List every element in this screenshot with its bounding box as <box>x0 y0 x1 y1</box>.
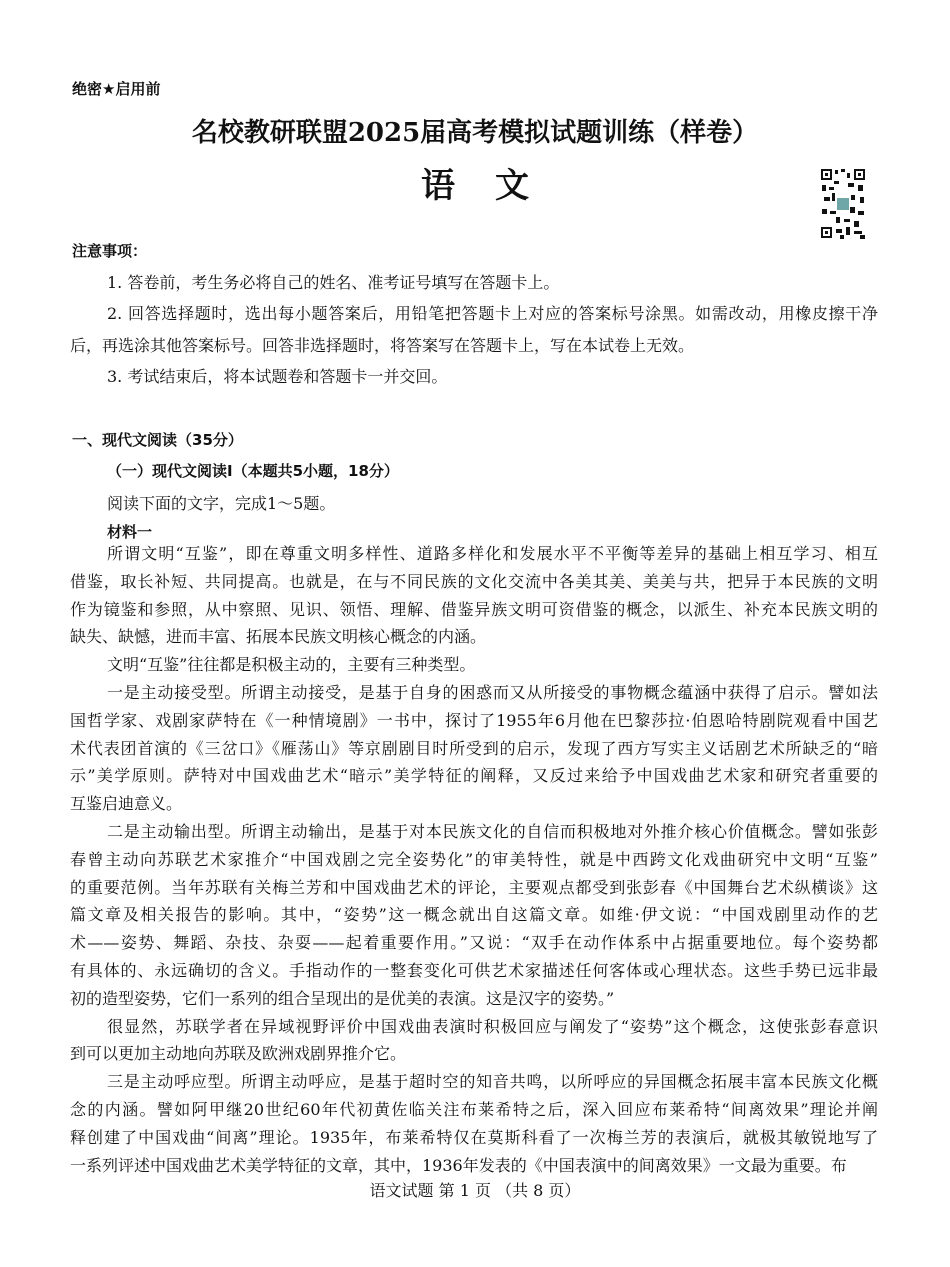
paragraph-line: 一系列评述中国戏曲艺术美学特征的文章，其中，1936年发表的《中国表演中的间离效果》一文最为重要。布 <box>70 1155 847 1175</box>
paragraph-line: 春曾主动向苏联艺术家推介“中国戏剧之完全姿势化”的审美特性，就是中西跨文化戏曲研究中文明“互鉴” <box>70 849 878 869</box>
paragraph-line: 二是主动输出型。所谓主动输出，是基于对本民族文化的自信而积极地对外推介核心价值概念。譬如张彭 <box>107 822 878 841</box>
paragraph-line: 示”美学原则。萨特对中国戏曲艺术“暗示”美学特征的阐释，又反过来给予中国戏曲艺术家和研究者重要的 <box>70 766 878 786</box>
notes-heading: 注意事项： <box>72 242 148 260</box>
paragraph-line: 三是主动呼应型。所谓主动呼应，是基于超时空的知音共鸣，以所呼应的异国概念拓展丰富本民族文化概 <box>107 1072 878 1092</box>
paragraph-line: 缺失、缺憾，进而丰富、拓展本民族文明核心概念的内涵。 <box>70 627 487 647</box>
paragraph-line: 所谓文明“互鉴”，即在尊重文明多样性、道路多样化和发展水平不平衡等差异的基础上相互学习、相互 <box>107 544 878 563</box>
subject-title: 语文 <box>421 166 569 206</box>
page-footer: 语文试题 第 1 页 （共 8 页） <box>369 1181 581 1200</box>
section-heading: 一、现代文阅读（35分） <box>72 431 243 449</box>
qr-code-icon <box>820 167 866 241</box>
paragraph-line: 作为镜鉴和参照，从中察照、见识、领悟、理解、借鉴异族文明可资借鉴的概念，以派生、补充本民族文明的 <box>70 599 878 619</box>
paragraph-line: 术——姿势、舞蹈、杂技、杂耍——起着重要作用。”又说：“双手在动作体系中占据重要地位。每个姿势都 <box>70 933 878 953</box>
paragraph-line: 到可以更加主动地向苏联及欧洲戏剧界推介它。 <box>70 1044 407 1064</box>
paragraph-line: 互鉴启迪意义。 <box>70 794 183 814</box>
material-label: 材料一 <box>107 523 153 541</box>
paragraph-line: 术代表团首演的《三岔口》《雁荡山》等京剧剧目时所受到的启示，发现了西方写实主义话剧艺术所缺乏的“暗 <box>70 738 878 758</box>
subsection-heading: （一）现代文阅读Ⅰ（本题共5小题，18分） <box>107 462 399 480</box>
paragraph-line: 的重要范例。当年苏联有关梅兰芳和中国戏曲艺术的评论，主要观点都受到张彭春《中国舞台艺术纵横谈》这 <box>70 877 878 897</box>
paragraph-line: 借鉴，取长补短、共同提高。也就是，在与不同民族的文化交流中各美其美、美美与共，把异于本民族的文明 <box>70 571 878 591</box>
exam-title: 名校教研联盟2025届高考模拟试题训练（样卷） <box>191 118 759 148</box>
paragraph-line: 文明“互鉴”往往都是积极主动的，主要有三种类型。 <box>107 655 476 675</box>
paragraph-line: 初的造型姿势，它们一系列的组合呈现出的是优美的表演。这是汉字的姿势。” <box>70 988 615 1008</box>
confidential-label: 绝密★启用前 <box>72 80 161 98</box>
paragraph-line: 释创建了中国戏曲“间离”理论。1935年，布莱希特仅在莫斯科看了一次梅兰芳的表演后，就极其敏锐地写了 <box>70 1127 878 1147</box>
reading-instruction: 阅读下面的文字，完成1～5题。 <box>107 494 336 513</box>
note-line: 3. 考试结束后，将本试题卷和答题卡一并交回。 <box>107 366 448 386</box>
note-line: 后，再选涂其他答案标号。回答非选择题时，将答案写在答题卡上，写在本试卷上无效。 <box>70 335 695 355</box>
paragraph-line: 有具体的、永远确切的含义。手指动作的一整套变化可供艺术家描述任何客体或心理状态。这些手势已远非最 <box>70 961 878 980</box>
note-line: 2. 回答选择题时，选出每小题答案后，用铅笔把答题卡上对应的答案标号涂黑。如需改动，用橡皮擦干净 <box>107 304 878 324</box>
paragraph-line: 念的内涵。譬如阿甲继20世纪60年代初黄佐临关注布莱希特之后，深入回应布莱希特“间离效果”理论并阐 <box>70 1100 878 1119</box>
paragraph-line: 一是主动接受型。所谓主动接受，是基于自身的困惑而又从所接受的事物概念蕴涵中获得了启示。譬如法 <box>107 683 878 702</box>
paragraph-line: 很显然，苏联学者在异域视野评价中国戏曲表演时积极回应与阐发了“姿势”这个概念，这使张彭春意识 <box>107 1016 878 1036</box>
paragraph-line: 国哲学家、戏剧家萨特在《一种情境剧》一书中，探讨了1955年6月他在巴黎莎拉·伯恩哈特剧院观看中国艺 <box>70 710 878 730</box>
paragraph-line: 篇文章及相关报告的影响。其中，“姿势”这一概念就出自这篇文章。如维·伊文说：“中国戏剧里动作的艺 <box>70 905 878 925</box>
note-line: 1. 答卷前，考生务必将自己的姓名、准考证号填写在答题卡上。 <box>107 273 560 292</box>
